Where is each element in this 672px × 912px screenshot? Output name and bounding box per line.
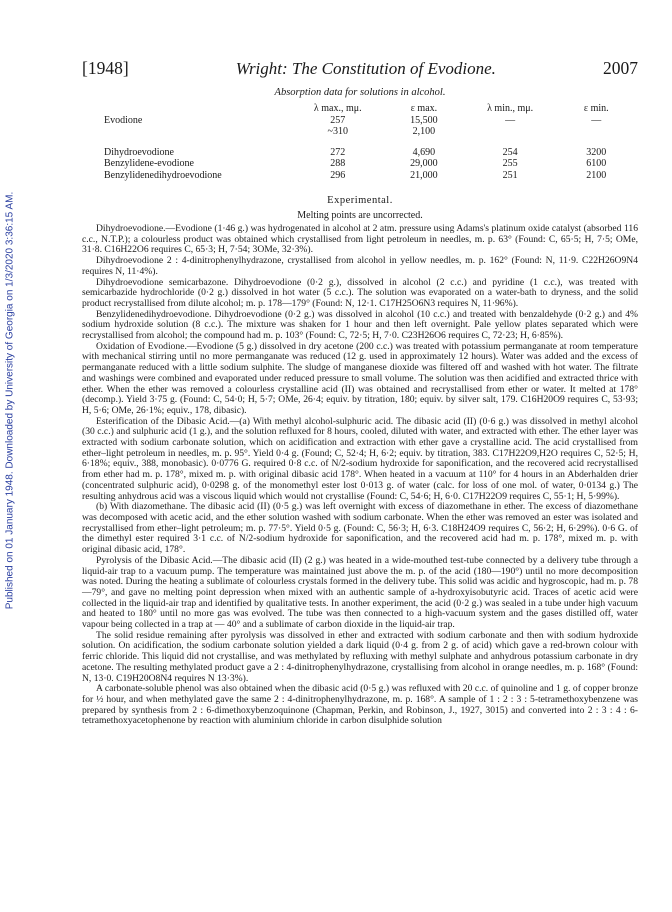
table-caption: Absorption data for solutions in alcohol. xyxy=(274,87,446,98)
table-spacer xyxy=(82,138,638,147)
table-header-cell: λ max., mμ. xyxy=(313,103,362,114)
paragraph: Esterification of the Dibasic Acid.—(a) With methyl alcohol-sulphuric acid. The dibasic acid (II) (0·6 g.) was dissolved in methyl alcohol (30 c.c.) and sulphuric acid (1 g.), and the solution refluxed for 8 hours, cooled, diluted with water, and extracted with ether. The ether layer was extracted with sodium carbonate solution, which on acidification and extraction with ether gave a crystalline acid. The acid crystallised from ether–light petroleum in needles, m. p. 95°. Yield 0·4 g. (Found; C, 52·4; H, 6·2; equiv. by titration, 383. C17H22O9,H2O requires C, 52·5; H, 6·18%; equiv., 388, monobasic). 0·0776 G. required 0·8 c.c. of N/2-sodium hydroxide for saponification, and the recovered acid recrystallised from ether had m. p. 178°, mixed m. p. with original dibasic acid 178°. When heated in a vacuum at 110° for 4 hours in an Abderhalden drier (concentrated sulphuric acid), 0·0298 g. of the monomethyl ester lost 0·013 g. of water (calc. for loss of one mol. of water, 0·0134 g.) The resulting anhydrous acid was a viscous liquid which would not crystallise (Found: C, 54·6; H, 6·0. C17H22O9 requires C, 55·1; H, 5·99%). xyxy=(82,415,638,502)
table-row xyxy=(82,158,638,170)
epsilon-min-cell: 2100 xyxy=(586,169,607,181)
table-header-cell xyxy=(82,103,293,115)
header-year: [1948] xyxy=(82,58,129,78)
paragraph: Dihydroevodione semicarbazone. Dihydroevodione (0·2 g.), dissolved in alcohol (2 c.c.) and pyridine (1 c.c.), was treated with semicarbazide hydrochloride (0·2 g.) dissolved in hot water (5 c.c.). The solution was evaporated on a water-bath to dryness, and the solid product recrystallised from dilute alcohol; m. p. 178—179° (Found: N, 12·1. C17H25O6N3 requires N, 11·96%). xyxy=(82,276,638,309)
epsilon-max-cell: 15,500 xyxy=(410,114,438,126)
lambda-min-cell: 255 xyxy=(502,158,518,169)
paragraph: Dihydroevodione.—Evodione (1·46 g.) was hydrogenated in alcohol at 2 atm. pressure using Adams's platinum oxide catalyst (absorbed 116 c.c., N.T.P.); a colourless product was obtained which crystallised from light petroleum in needles, m. p. 63° (Found: C, 65·5; H, 7·5; OMe, 31·8. C16H22O6 requires C, 65·3; H, 7·54; 3OMe, 32·3%). xyxy=(82,223,638,256)
table-header-cell: ε max. xyxy=(410,103,438,114)
table-row xyxy=(82,126,638,138)
lambda-min-cell xyxy=(466,126,555,138)
epsilon-min-cell: 6100 xyxy=(586,158,607,169)
absorption-table xyxy=(82,103,638,181)
paragraph: Benzylidenedihydroevodione. Dihydroevodione (0·2 g.) was dissolved in alcohol (10 c.c.) and treated with benzaldehyde (0·2 g.) and 4% sodium hydroxide solution (8 c.c.). The mixture was shaken for 1 hour and then left overnight. Pale yellow plates separated which were recrystallised from alcohol; the compound had m. p. 103° (Found: C, 72·5; H, 7·0. C23H26O6 requires C, 72·23; H, 6·85%). xyxy=(82,308,638,342)
epsilon-min-cell: 3200 xyxy=(586,146,607,158)
epsilon-max-cell: 4,690 xyxy=(412,146,436,158)
paragraph: Oxidation of Evodione.—Evodione (5 g.) dissolved in dry acetone (200 c.c.) was treated with potassium permanganate at room temperature with mechanical stirring until no more permanganate was reduced (12 g. used in approximately 12 hours). Water was added and the excess of permanganate reduced with a little sodium sulphite. The sludge of manganese dioxide was filtered off and washed with hot water. The filtrate and washings were combined and evaporated under reduced pressure to small volume. The solution was then acidified and extracted thrice with ether. When the ether was removed a colourless crystalline acid (II) was obtained and recrystallised from ether or water. It melted at 178° (decomp.). Yield 3·75 g. (Found: C, 54·0; H, 5·7; OMe, 26·4; equiv. by titration, 180; equiv. by silver salt, 179. C16H20O9 requires C, 53·93; H, 5·6; OMe, 26·1%; equiv., 178, dibasic). xyxy=(82,340,638,416)
paragraph: The solid residue remaining after pyrolysis was dissolved in ether and extracted with sodium carbonate and then with sodium hydroxide solution. On acidification, the sodium carbonate solution yielded a dark liquid (0·4 g. from 2 g. of acid) which gave a red-brown colour with ferric chloride. This liquid did not crystallise, and was methylated by refluxing with methyl sulphate and anhydrous potassium carbonate in dry acetone. The resulting methylated product gave a 2 : 4-dinitrophenylhydrazone, crystallising from alcohol in orange needles, m. p. 168° (Found: N, 13·0. C19H20O8N4 requires N 13·3%). xyxy=(82,629,638,684)
download-watermark-text: Published on 01 January 1948. Downloaded by University of Georgia on 1/3/2020 3:36:15 AM. xyxy=(4,191,16,609)
section-heading: Experimental. xyxy=(327,195,393,206)
epsilon-max-cell: 21,000 xyxy=(410,169,438,181)
paragraph: A carbonate-soluble phenol was also obtained when the dibasic acid (0·5 g.) was refluxed with 20 c.c. of quinoline and 1 g. of copper bronze for ½ hour, and when methylated gave the same 2 : 4-dinitrophenylhydrazone, m. p. 168°. A sample of 1 : 2 : 3 : 5-tetramethoxybenzene was prepared by synthesis from 2 : 6-dimethoxybenzoquinone (Chapman, Perkin, and Robinson, J., 1927, 3015) and converted into 2 : 3 : 4 : 6-tetramethoxyacetophenone by reaction with aluminium chloride in carbon disulphide solution xyxy=(82,683,638,727)
lambda-max-cell: 288 xyxy=(330,158,346,169)
header-title: Wright: The Constitution of Evodione. xyxy=(235,59,496,78)
epsilon-min-cell xyxy=(555,126,638,138)
lambda-max-cell: 272 xyxy=(330,146,346,158)
lambda-max-cell: ~310 xyxy=(327,126,348,137)
compound-cell: Benzylidene-evodione xyxy=(104,158,194,169)
paragraph: Dihydroevodione 2 : 4-dinitrophenylhydrazone, crystallised from alcohol in yellow needles, m. p. 162° (Found: N, 11·9. C22H26O9N4 requires N, 11·4%). xyxy=(82,255,638,277)
lambda-min-cell: 254 xyxy=(502,146,518,158)
epsilon-max-cell: 29,000 xyxy=(410,158,438,169)
section-note: Melting points are uncorrected. xyxy=(297,210,423,221)
download-watermark xyxy=(2,140,18,660)
table-row xyxy=(82,115,638,127)
header-page-number: 2007 xyxy=(602,58,638,78)
running-header xyxy=(82,58,638,79)
paragraph: Pyrolysis of the Dibasic Acid.—The dibasic acid (II) (2 g.) was heated in a wide-mouthed test-tube connected by a delivery tube through a liquid-air trap to a vacuum pump. The temperature was maintained just above the m. p. of the acid (180—190°) until no more decomposition was noted. During the heating a sublimate of colourless crystals formed in the delivery tube. This solid was acidic and hygroscopic, had m. p. 78—79°, and gave no melting point depression when mixed with an authentic sample of a-hydroxyisobutyric acid. Traces of acetic acid were collected in the liquid-air trap and identified by qualitative tests. In another experiment, the acid (0·2 g.) was sealed in a tube under high vacuum and heated to 180° until no more gas was evolved. The tube was then connected to a high-vacuum system and the gases distilled off, water vapour being collected in a trap at — 40° and a sublimate of carbon dioxide in the liquid-air trap. xyxy=(82,554,638,631)
table-row xyxy=(82,170,638,182)
compound-cell: Benzylidenedihydroevodione xyxy=(104,169,222,181)
paragraph: (b) With diazomethane. The dibasic acid (II) (0·5 g.) was left overnight with excess of diazomethane in ether. The excess of diazomethane was decomposed with acetic acid, and the ether solution washed with sodium carbonate. When the ether was removed an ester was isolated and recrystallised from ether–light petroleum; m. p. 77·5°. Yield 0·5 g. (Found: C, 56·3; H, 6·3. C18H24O9 requires C, 56·2; H, 6·29%). 0·6 G. of the dimethyl ester required 3·1 c.c. of N/2-sodium hydroxide for saponification, and the recovered acid had m. p. 178°, mixed m. p. with original dibasic acid, 178°. xyxy=(82,501,638,556)
lambda-min-cell: 251 xyxy=(502,169,518,181)
lambda-max-cell: 296 xyxy=(330,169,346,181)
table-row xyxy=(82,147,638,159)
body-text xyxy=(82,224,638,727)
lambda-min-cell: — xyxy=(505,114,516,126)
table-header-cell: λ min., mμ. xyxy=(487,103,534,114)
epsilon-min-cell: — xyxy=(591,114,602,126)
table-header-cell: ε min. xyxy=(583,103,609,114)
table-header-row xyxy=(82,103,638,115)
compound-cell: Evodione xyxy=(104,114,143,126)
paper-page xyxy=(82,58,638,727)
compound-cell: Dihydroevodione xyxy=(104,146,174,158)
compound-cell xyxy=(82,126,293,138)
epsilon-max-cell: 2,100 xyxy=(412,126,436,137)
lambda-max-cell: 257 xyxy=(330,114,346,126)
